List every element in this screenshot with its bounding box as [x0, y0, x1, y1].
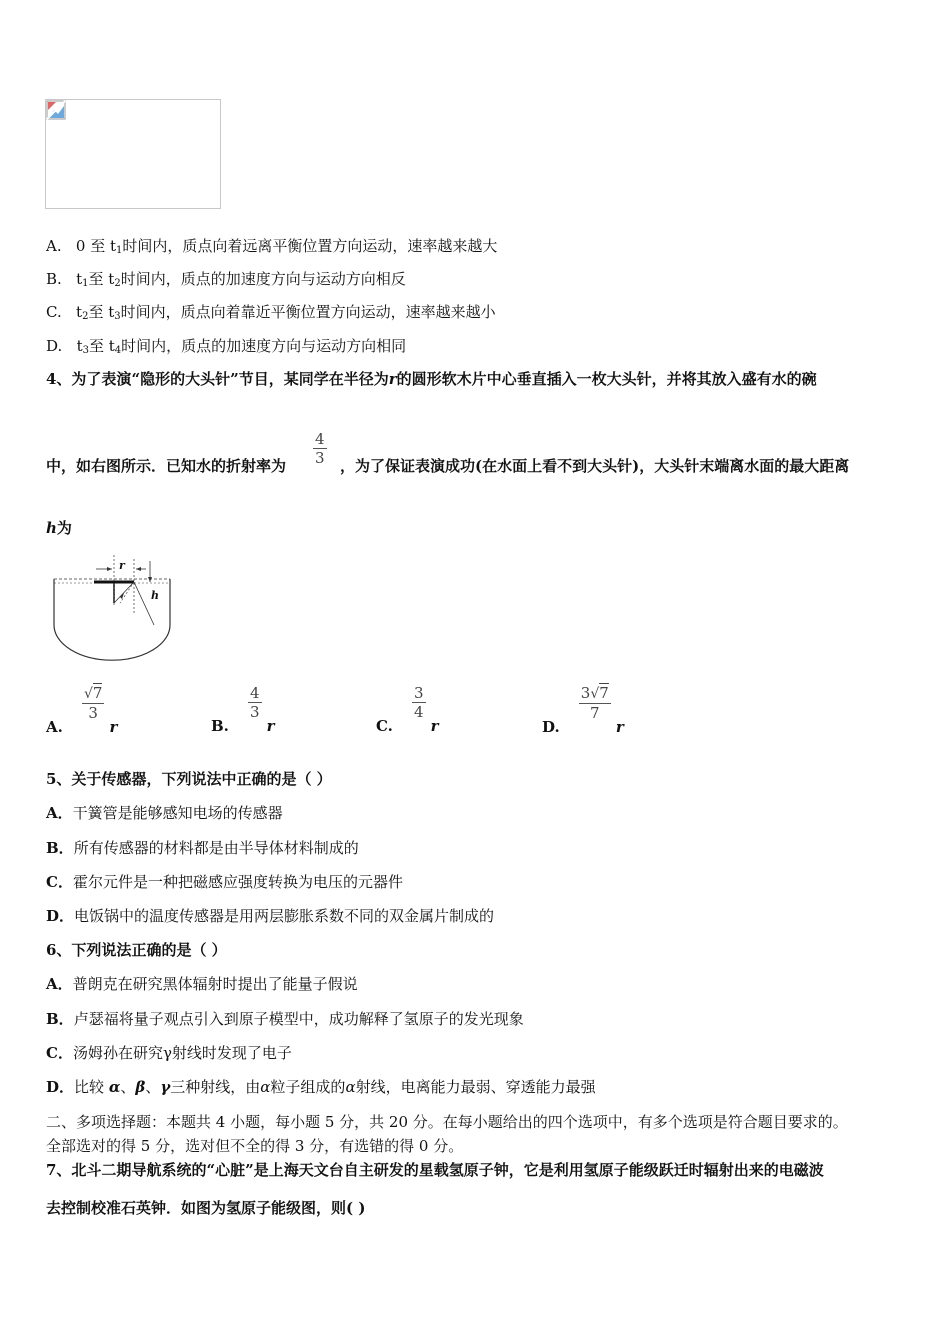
q7-stem-line1: 7、北斗二期导航系统的“心脏”是上海天文台自主研发的星载氢原子钟，它是利用氢原子能级跃迁时辐射出来的电磁波	[46, 1161, 824, 1179]
q6-option-b: B．卢瑟福将量子观点引入到原子模型中，成功解释了氢原子的发光现象	[46, 1010, 524, 1028]
q4-stem-line1: 4、为了表演“隐形的大头针”节目，某同学在半径为r的圆形软木片中心垂直插入一枚大头针，并将其放入盛有水的碗	[46, 370, 817, 388]
q4-choice-c: C. $\frac{3}{4}$ r	[376, 684, 439, 735]
q4-stem-line3: h为	[46, 519, 72, 537]
q6-option-c: C．汤姆孙在研究γ射线时发现了电子	[46, 1044, 292, 1062]
q3-option-d: D. $t_3$至 $t_4$时间内，质点的加速度方向与运动方向相同	[46, 337, 407, 356]
q4-choice-b: B. $\frac{4}{3}$ r	[211, 684, 275, 735]
q6-stem: 6、下列说法正确的是（ ）	[46, 941, 227, 959]
broken-image-placeholder	[45, 99, 221, 209]
section2-heading-line1: 二、多项选择题：本题共 4 小题，每小题 5 分，共 20 分。在每小题给出的四个选项中，有多个选项是符合题目要求的。	[46, 1113, 848, 1131]
q4-choice-d: D. $\frac{3√7}{7}$ r	[542, 684, 624, 736]
q6-option-a: A．普朗克在研究黑体辐射时提出了能量子假说	[46, 975, 358, 993]
q4-stem-line2: 中，如右图所示．已知水的折射率为	[46, 457, 287, 475]
fig-h-label: h	[151, 589, 159, 602]
q3-option-c: C. $t_2$至 $t_3$时间内，质点向着靠近平衡位置方向运动，速率越来越小	[46, 303, 496, 322]
q5-stem: 5、关于传感器，下列说法中正确的是（ ）	[46, 770, 332, 788]
q7-stem-line2: 去控制校准石英钟．如图为氢原子能级图，则( )	[46, 1199, 366, 1217]
fig-r-label: r	[119, 559, 125, 572]
q3-option-a: A. 0 至 $t_1$时间内，质点向着远离平衡位置方向运动，速率越来越大	[46, 237, 498, 256]
q5-option-c: C．霍尔元件是一种把磁感应强度转换为电压的元器件	[46, 873, 403, 891]
q6-option-d: D．比较 α、β、γ三种射线，由α粒子组成的α射线，电离能力最弱、穿透能力最强	[46, 1078, 596, 1096]
q5-option-a: A．干簧管是能够感知电场的传感器	[46, 804, 283, 822]
refractive-index-fraction: $\frac{4}{3}$	[315, 430, 325, 467]
q5-option-d: D．电饭锅中的温度传感器是用两层膨胀系数不同的双金属片制成的	[46, 907, 495, 925]
q5-option-b: B．所有传感器的材料都是由半导体材料制成的	[46, 839, 359, 857]
q4-stem-line2b: ，为了保证表演成功(在水面上看不到大头针)，大头针末端离水面的最大距离	[340, 457, 850, 475]
bowl-pin-figure	[50, 553, 176, 663]
q4-choice-a: A. $\frac{√7}{3}$ r	[46, 684, 118, 736]
q3-option-b: B. $t_1$至 $t_2$时间内，质点的加速度方向与运动方向相反	[46, 270, 406, 289]
broken-image-icon	[46, 100, 66, 120]
section2-heading-line2: 全部选对的得 5 分，选对但不全的得 3 分，有选错的得 0 分。	[46, 1137, 464, 1155]
